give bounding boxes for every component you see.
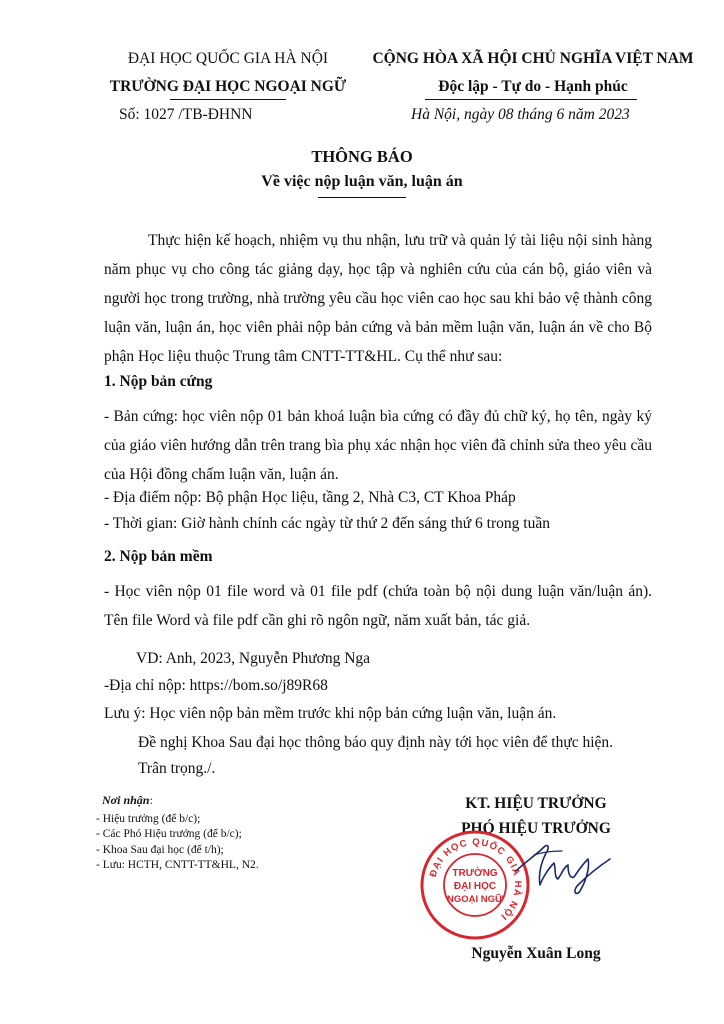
document-title: THÔNG BÁO: [311, 147, 413, 166]
national-motto: Độc lập - Tự do - Hạnh phúc: [438, 78, 628, 95]
school-name: TRƯỜNG ĐẠI HỌC NGOẠI NGỮ: [109, 78, 347, 95]
signature-title-line2: PHÓ HIỆU TRƯỞNG: [461, 820, 611, 837]
signature-title-line1: KT. HIỆU TRƯỞNG: [465, 795, 607, 812]
section1-item2: - Địa điểm nộp: Bộ phận Học liệu, tầng 2, Nhà C3, CT Khoa Pháp: [104, 489, 516, 506]
section2-note: Lưu ý: Học viên nộp bản mềm trước khi nộp bản cứng luận văn, luận án.: [104, 705, 557, 722]
recipient-item: - Các Phó Hiệu trưởng (để b/c);: [96, 828, 242, 840]
document-number: Số: 1027 /TB-ĐHNN: [119, 106, 253, 123]
recipient-item: - Lưu: HCTH, CNTT-TT&HL, N2.: [96, 859, 259, 871]
section2-item1: [104, 577, 652, 635]
section1-heading: 1. Nộp bản cứng: [104, 373, 213, 390]
section2-heading: 2. Nộp bản mềm: [104, 548, 213, 565]
intro-paragraph: [104, 226, 652, 371]
school-underline: [170, 99, 286, 100]
motto-underline: [425, 99, 637, 100]
section2-example: VD: Anh, 2023, Nguyễn Phương Nga: [136, 650, 371, 667]
university-name: ĐẠI HỌC QUỐC GIA HÀ NỘI: [127, 50, 329, 67]
intro-text: Thực hiện kế hoạch, nhiệm vụ thu nhận, lưu trữ và quản lý tài liệu nội sinh hàng năm phục vụ cho công tác giảng dạy, học tập và nghiên cứu của cán bộ, giáo viên và người học trong trường, nhà trường yêu cầu học viên cao học sau khi bảo vệ thành công luận văn, luận án, học viên phải nộp bản cứng và bản mềm luận văn, luận án về cho Bộ phận Học liệu thuộc Trung tâm CNTT-TT&HL. Cụ thể như sau:: [104, 232, 652, 365]
seal-center-line1: TRƯỜNG: [452, 868, 498, 879]
nation-name: CỘNG HÒA XÃ HỘI CHỦ NGHĨA VIỆT NAM: [372, 50, 694, 67]
section2-address: -Địa chỉ nộp: https://bom.so/j89R68: [104, 677, 328, 694]
handwritten-signature: [510, 833, 620, 913]
document-subtitle: Về việc nộp luận văn, luận án: [261, 173, 463, 190]
seal-center-line3: NGOẠI NGỮ: [447, 894, 503, 905]
section1-item1: [104, 402, 652, 489]
place-and-date: Hà Nội, ngày 08 tháng 6 năm 2023: [411, 106, 630, 123]
recipient-item: - Hiệu trưởng (để b/c);: [96, 812, 201, 825]
section2-closing: Trân trọng./.: [138, 760, 216, 777]
section2-item1-text: - Học viên nộp 01 file word và 01 file pdf (chứa toàn bộ nội dung luận văn/luận án). Tên file Word và file pdf cần ghi rõ ngôn ngữ, năm xuất bản, tác giả.: [104, 583, 652, 629]
recipient-item: - Khoa Sau đại học (để t/h);: [96, 843, 224, 856]
recipients-block: [96, 793, 259, 874]
seal-ring-text: ĐẠI HỌC QUỐC GIA HÀ NỘI: [427, 836, 524, 923]
recipients-heading: [102, 793, 259, 809]
seal-center-line2: ĐẠI HỌC: [453, 881, 497, 892]
signer-name: Nguyễn Xuân Long: [471, 945, 601, 962]
recipients-label: Nơi nhận: [102, 793, 150, 807]
subtitle-underline: [318, 197, 406, 198]
section1-item3: - Thời gian: Giờ hành chính các ngày từ thứ 2 đến sáng thứ 6 trong tuần: [104, 515, 550, 532]
section2-request: Đề nghị Khoa Sau đại học thông báo quy định này tới học viên để thực hiện.: [138, 734, 614, 751]
recipients-colon: :: [149, 793, 153, 807]
section1-item1-text: - Bản cứng: học viên nộp 01 bản khoá luận bìa cứng có đầy đủ chữ ký, họ tên, ngày ký của giáo viên hướng dẫn trên trang bìa phụ xác nhận học viên đã chỉnh sửa theo yêu cầu của Hội đồng chấm luận văn, luận án.: [104, 408, 652, 483]
